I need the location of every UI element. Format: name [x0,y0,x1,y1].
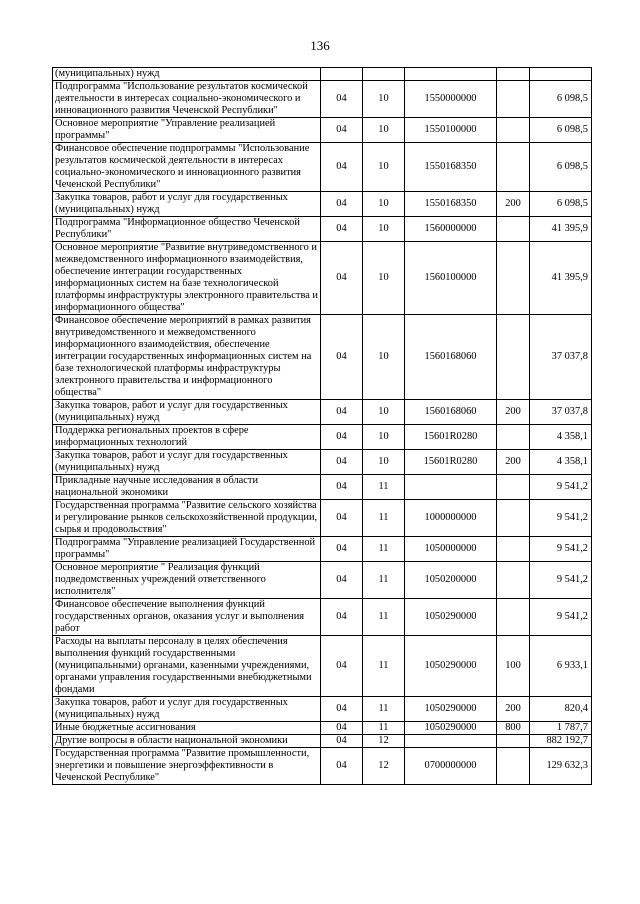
cell-expense-type [497,735,530,748]
cell-subsection: 10 [363,242,405,315]
cell-expense-type [497,143,530,192]
cell-amount: 9 541,2 [530,537,592,562]
cell-amount: 41 395,9 [530,242,592,315]
cell-target: 1000000000 [405,500,497,537]
cell-target: 1050290000 [405,722,497,735]
cell-expense-type [497,562,530,599]
table-row [53,599,592,636]
table-row [53,81,592,118]
cell-subsection: 11 [363,599,405,636]
cell-target: 1050290000 [405,599,497,636]
cell-section [321,68,363,81]
table-row [53,475,592,500]
cell-name: Государственная программа "Развитие промышленности, энергетики и повышение энергоэффективности в Чеченской Республике" [53,748,321,785]
cell-target: 1550100000 [405,118,497,143]
cell-subsection: 11 [363,562,405,599]
cell-section: 04 [321,722,363,735]
cell-amount: 6 098,5 [530,81,592,118]
cell-amount: 820,4 [530,697,592,722]
cell-expense-type: 200 [497,400,530,425]
cell-section: 04 [321,697,363,722]
cell-name: Закупка товаров, работ и услуг для государственных (муниципальных) нужд [53,697,321,722]
cell-amount: 9 541,2 [530,475,592,500]
cell-expense-type [497,500,530,537]
table-row [53,500,592,537]
cell-subsection [363,68,405,81]
table-row [53,143,592,192]
cell-name: Иные бюджетные ассигнования [53,722,321,735]
table-row [53,636,592,697]
cell-section: 04 [321,562,363,599]
cell-target: 0700000000 [405,748,497,785]
table-body [53,68,592,785]
cell-amount [530,68,592,81]
cell-section: 04 [321,748,363,785]
cell-amount: 4 358,1 [530,425,592,450]
cell-section: 04 [321,192,363,217]
cell-target: 15601R0280 [405,450,497,475]
table-row [53,217,592,242]
cell-section: 04 [321,81,363,118]
cell-target: 1550000000 [405,81,497,118]
cell-amount: 37 037,8 [530,315,592,400]
cell-subsection: 10 [363,81,405,118]
cell-amount: 1 787,7 [530,722,592,735]
cell-name: Финансовое обеспечение выполнения функций государственных органов, оказания услуг и выполнения работ [53,599,321,636]
cell-section: 04 [321,425,363,450]
cell-name: Финансовое обеспечение подпрограммы "Использование результатов космической деятельности в интересах социально-экономического и инновационного развития Чеченской Республики" [53,143,321,192]
table-row [53,192,592,217]
cell-target: 15601R0280 [405,425,497,450]
table-row [53,425,592,450]
cell-section: 04 [321,315,363,400]
cell-subsection: 10 [363,143,405,192]
cell-expense-type [497,315,530,400]
cell-name: Основное мероприятие "Управление реализацией программы" [53,118,321,143]
cell-expense-type [497,748,530,785]
cell-subsection: 11 [363,500,405,537]
cell-expense-type [497,217,530,242]
cell-name: Другие вопросы в области национальной экономики [53,735,321,748]
cell-expense-type [497,68,530,81]
cell-section: 04 [321,450,363,475]
table-row [53,748,592,785]
cell-target: 1550168350 [405,192,497,217]
cell-expense-type: 200 [497,697,530,722]
cell-expense-type: 100 [497,636,530,697]
cell-subsection: 11 [363,722,405,735]
cell-name: Расходы на выплаты персоналу в целях обеспечения выполнения функций государственными (муниципальными) органами, казенными учреждениями, органами управления государственными внебюджетными фондами [53,636,321,697]
cell-target: 1560000000 [405,217,497,242]
cell-subsection: 10 [363,118,405,143]
table-row [53,118,592,143]
cell-name: Подпрограмма "Управление реализацией Государственной программы" [53,537,321,562]
page-number: 136 [310,38,330,53]
cell-name: Основное мероприятие " Реализация функций подведомственных учреждений ответственного исполнителя" [53,562,321,599]
table-row [53,68,592,81]
cell-section: 04 [321,118,363,143]
cell-section: 04 [321,599,363,636]
cell-section: 04 [321,475,363,500]
cell-name: Закупка товаров, работ и услуг для государственных (муниципальных) нужд [53,192,321,217]
cell-target: 1560100000 [405,242,497,315]
cell-subsection: 10 [363,400,405,425]
table-row [53,450,592,475]
cell-subsection: 11 [363,537,405,562]
cell-amount: 882 192,7 [530,735,592,748]
cell-subsection: 10 [363,217,405,242]
cell-subsection: 10 [363,450,405,475]
cell-target: 1560168060 [405,400,497,425]
cell-subsection: 10 [363,192,405,217]
cell-amount: 9 541,2 [530,599,592,636]
cell-name: Закупка товаров, работ и услуг для государственных (муниципальных) нужд [53,450,321,475]
cell-section: 04 [321,735,363,748]
cell-expense-type: 800 [497,722,530,735]
cell-name: Государственная программа "Развитие сельского хозяйства и регулирование рынков сельскохозяйственной продукции, сырья и продовольствия" [53,500,321,537]
cell-amount: 9 541,2 [530,500,592,537]
cell-name: Прикладные научные исследования в области национальной экономики [53,475,321,500]
cell-amount: 129 632,3 [530,748,592,785]
cell-subsection: 11 [363,636,405,697]
table-row [53,315,592,400]
cell-section: 04 [321,217,363,242]
table-row [53,697,592,722]
cell-expense-type [497,81,530,118]
cell-name: Поддержка региональных проектов в сфере информационных технологий [53,425,321,450]
cell-name: Подпрограмма "Использование результатов космической деятельности в интересах социально-экономического и инновационного развития Чеченской Республики" [53,81,321,118]
cell-section: 04 [321,500,363,537]
cell-amount: 6 098,5 [530,192,592,217]
cell-name: Финансовое обеспечение мероприятий в рамках развития внутриведомственного и межведомственного информационного взаимодействия, обеспечение интеграции государственных информационных систем на базе технологической платформы инфраструктуры электронного правительства и информационного общества" [53,315,321,400]
cell-section: 04 [321,143,363,192]
cell-section: 04 [321,400,363,425]
cell-target: 1050200000 [405,562,497,599]
cell-expense-type: 200 [497,450,530,475]
cell-amount: 41 395,9 [530,217,592,242]
cell-target: 1560168060 [405,315,497,400]
cell-expense-type: 200 [497,192,530,217]
cell-expense-type [497,425,530,450]
budget-table [52,67,592,785]
cell-section: 04 [321,242,363,315]
cell-amount: 6 098,5 [530,143,592,192]
table-row [53,400,592,425]
cell-target [405,68,497,81]
cell-expense-type [497,242,530,315]
cell-target: 1550168350 [405,143,497,192]
cell-amount: 4 358,1 [530,450,592,475]
cell-section: 04 [321,636,363,697]
cell-subsection: 12 [363,735,405,748]
cell-expense-type [497,118,530,143]
table-row [53,722,592,735]
cell-target: 1050290000 [405,636,497,697]
cell-subsection: 11 [363,697,405,722]
cell-name: Основное мероприятие "Развитие внутриведомственного и межведомственного информационного взаимодействия, обеспечение интеграции государственных информационных систем на базе технологической платформы инфраструктуры электронного правительства и информационного общества" [53,242,321,315]
cell-name: (муниципальных) нужд [53,68,321,81]
table-row [53,537,592,562]
cell-target: 1050290000 [405,697,497,722]
cell-amount: 6 933,1 [530,636,592,697]
table-row [53,242,592,315]
cell-target: 1050000000 [405,537,497,562]
cell-subsection: 11 [363,475,405,500]
cell-amount: 6 098,5 [530,118,592,143]
cell-name: Закупка товаров, работ и услуг для государственных (муниципальных) нужд [53,400,321,425]
cell-subsection: 10 [363,425,405,450]
cell-subsection: 10 [363,315,405,400]
table-row [53,735,592,748]
cell-expense-type [497,537,530,562]
cell-expense-type [497,475,530,500]
cell-subsection: 12 [363,748,405,785]
cell-expense-type [497,599,530,636]
cell-target [405,735,497,748]
cell-section: 04 [321,537,363,562]
cell-target [405,475,497,500]
cell-amount: 9 541,2 [530,562,592,599]
table-row [53,562,592,599]
cell-name: Подпрограмма "Информационное общество Чеченской Республики" [53,217,321,242]
cell-amount: 37 037,8 [530,400,592,425]
